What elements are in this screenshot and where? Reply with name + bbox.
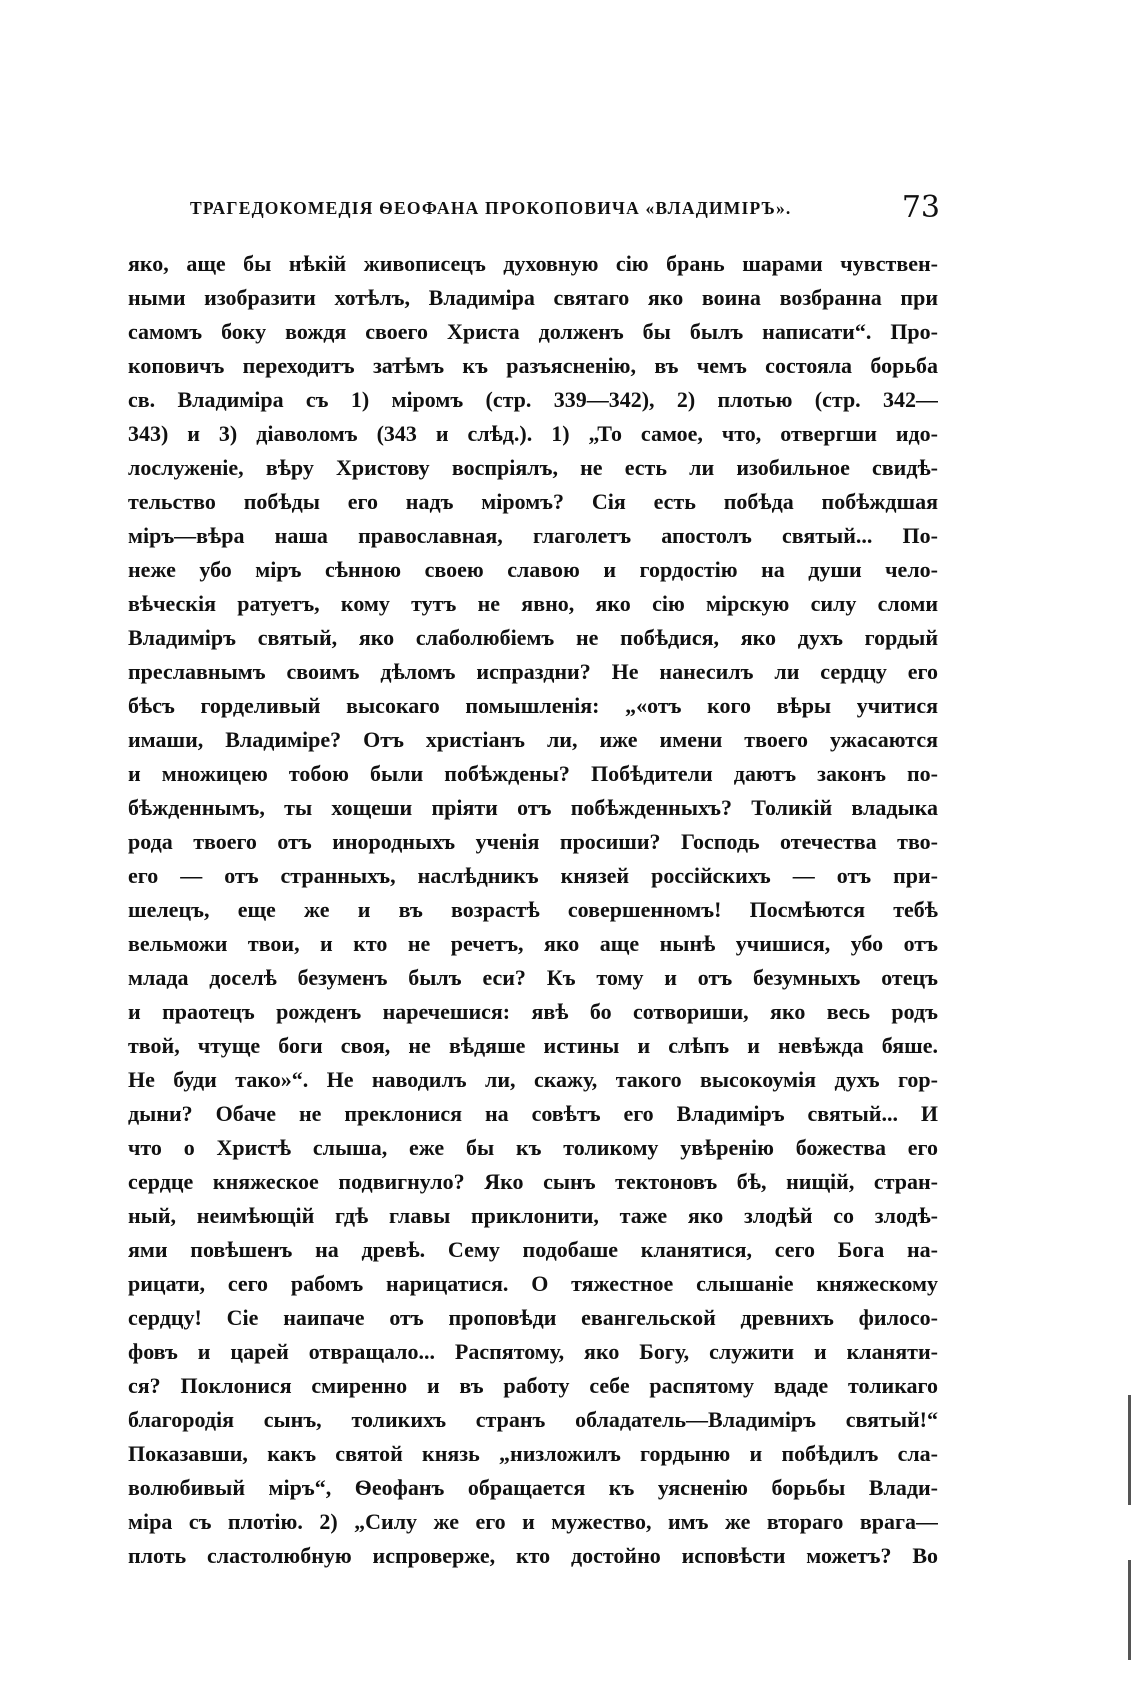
text-line: вѣческія ратуетъ, кому тутъ не явно, яко сію мірскую силу сломи bbox=[128, 591, 938, 616]
text-line: бѣсъ горделивый высокаго помышленія: „«отъ кого вѣры учитися bbox=[128, 693, 938, 718]
scan-edge-mark bbox=[1128, 1560, 1131, 1660]
text-line: Владиміръ святый, яко слаболюбіемъ не побѣдися, яко духъ гордый bbox=[128, 625, 938, 650]
text-line: ся? Поклонися смиренно и въ работу себе распятому вдаде толикаго bbox=[128, 1373, 938, 1398]
text-line: что о Христѣ слыша, еже бы къ толикому увѣренію божества его bbox=[128, 1135, 938, 1160]
text-line: ными изобразити хотѣлъ, Владиміра святаго яко воина возбранна при bbox=[128, 285, 938, 310]
text-line: яко, аще бы нѣкій живописецъ духовную сію брань шарами чувствен- bbox=[128, 251, 938, 276]
text-line: неже убо міръ сѣнною своею славою и гордостію на души чело- bbox=[128, 557, 938, 582]
scan-edge-mark bbox=[1128, 1395, 1131, 1505]
text-line: бѣжденнымъ, ты хощеши пріяти отъ побѣжденныхъ? Толикій владыка bbox=[128, 795, 938, 820]
text-line: міра съ плотію. 2) „Силу же его и мужество, имъ же втораго врага— bbox=[128, 1509, 938, 1534]
text-line: шелецъ, еще же и въ возрастѣ совершенномъ! Посмѣются тебѣ bbox=[128, 897, 938, 922]
text-line: самомъ боку вождя своего Христа долженъ бы былъ написати“. Про- bbox=[128, 319, 938, 344]
body-text bbox=[128, 247, 938, 1573]
text-line: твой, чтуще боги своя, не вѣдяше истины и слѣпъ и невѣжда бяше. bbox=[128, 1033, 938, 1058]
page-number: 73 bbox=[901, 190, 940, 225]
text-line: плоть сластолюбную испроверже, кто достойно исповѣсти можетъ? Во bbox=[128, 1543, 938, 1568]
text-line: имаши, Владиміре? Отъ христіанъ ли, иже имени твоего ужасаются bbox=[128, 727, 938, 752]
text-line: сердцу! Сіе наипаче отъ проповѣди евангельской древнихъ филосо- bbox=[128, 1305, 938, 1330]
running-head bbox=[188, 190, 944, 230]
text-line: тельство побѣды его надъ міромъ? Сія есть побѣда побѣждшая bbox=[128, 489, 938, 514]
text-line: рода твоего отъ инородныхъ ученія просиши? Господь отечества тво- bbox=[128, 829, 938, 854]
text-line: преславнымъ своимъ дѣломъ испраздни? Не нанесилъ ли сердцу его bbox=[128, 659, 938, 684]
text-line: 343) и 3) діаволомъ (343 и слѣд.). 1) „То самое, что, отвергши идо- bbox=[128, 421, 938, 446]
text-line: ями повѣшенъ на древѣ. Сему подобаше кланятися, сего Бога на- bbox=[128, 1237, 938, 1262]
text-line: лослуженіе, вѣру Христову воспріялъ, не есть ли изобильное свидѣ- bbox=[128, 455, 938, 480]
text-line: фовъ и царей отвращало... Распятому, яко Богу, служити и кланяти- bbox=[128, 1339, 938, 1364]
text-line: и праотецъ рожденъ наречешися: явѣ бо сотвориши, яко весь родъ bbox=[128, 999, 938, 1024]
text-line: Показавши, какъ святой князь „низложилъ гордыню и побѣдилъ сла- bbox=[128, 1441, 938, 1466]
text-line: волюбивый міръ“, Ѳеофанъ обращается къ уясненію борьбы Влади- bbox=[128, 1475, 938, 1500]
text-line: сердце княжеское подвигнуло? Яко сынъ тектоновъ бѣ, нищій, стран- bbox=[128, 1169, 938, 1194]
text-line: Не буди тако»“. Не наводилъ ли, скажу, такого высокоумія духъ гор- bbox=[128, 1067, 938, 1092]
text-line: и множицею тобою были побѣждены? Побѣдители даютъ законъ по- bbox=[128, 761, 938, 786]
text-line: его — отъ странныхъ, наслѣдникъ князей россійскихъ — отъ при- bbox=[128, 863, 938, 888]
text-line: млада доселѣ безуменъ былъ еси? Къ тому и отъ безумныхъ отецъ bbox=[128, 965, 938, 990]
text-line: міръ—вѣра наша православная, глаголетъ апостолъ святый... По- bbox=[128, 523, 938, 548]
text-line: дыни? Обаче не преклонися на совѣтъ его Владиміръ святый... И bbox=[128, 1101, 938, 1126]
text-line: вельможи твои, и кто не речетъ, яко аще нынѣ учишися, убо отъ bbox=[128, 931, 938, 956]
text-line: св. Владиміра съ 1) міромъ (стр. 339—342), 2) плотью (стр. 342— bbox=[128, 387, 938, 412]
text-line: коповичъ переходитъ затѣмъ къ разъясненію, въ чемъ состояла борьба bbox=[128, 353, 938, 378]
text-line: благородія сынъ, толикихъ странъ обладатель—Владиміръ святый!“ bbox=[128, 1407, 938, 1432]
running-title: ТРАГЕДОКОМЕДІЯ ѲЕОФАНА ПРОКОПОВИЧА «ВЛАДИМІРЪ». bbox=[190, 198, 792, 218]
text-line: ный, неимѣющій гдѣ главы приклонити, таже яко злодѣй со злодѣ- bbox=[128, 1203, 938, 1228]
text-line: рицати, сего рабомъ нарицатися. О тяжестное слышаніе княжескому bbox=[128, 1271, 938, 1296]
